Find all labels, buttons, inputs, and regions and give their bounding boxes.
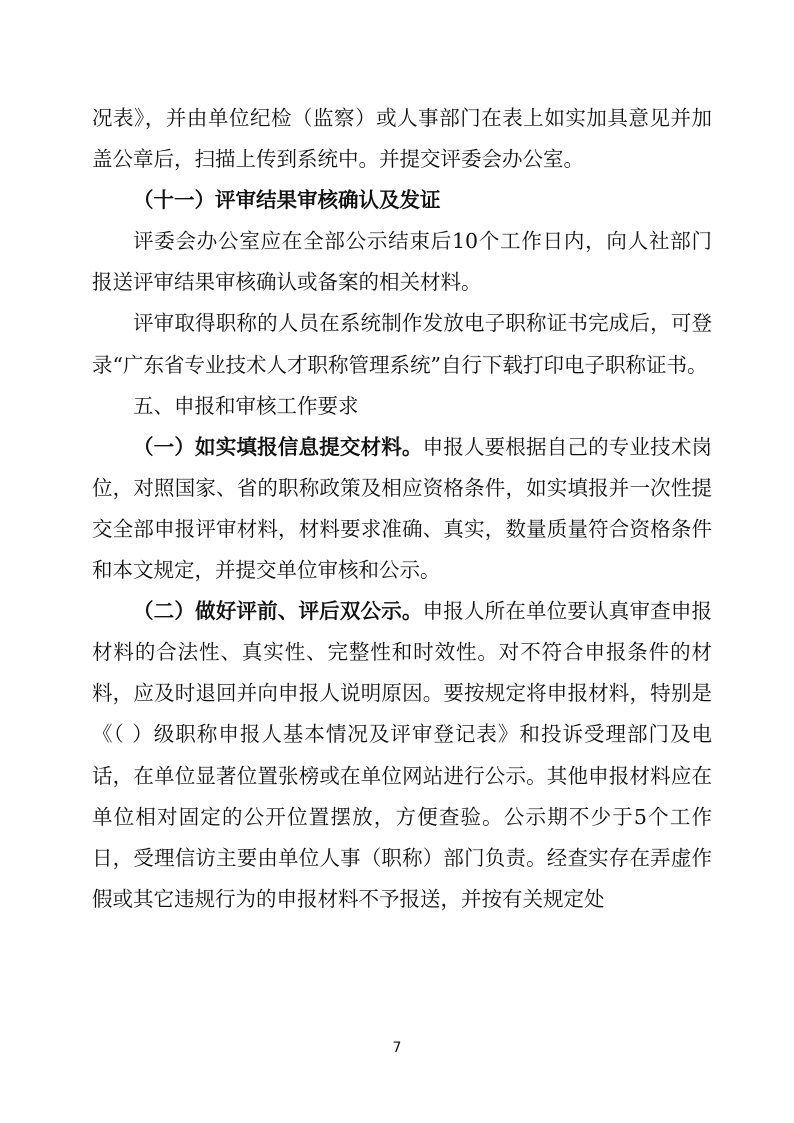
subsection-11-paragraph-1: 评委会办公室应在全部公示结束后10个工作日内，向人社部门报送评审结果审核确认或备案的相关材料。 (92, 229, 712, 295)
item-2-lead: （二）做好评前、评后双公示。 (133, 599, 423, 624)
item-1-body: 申报人要根据自己的专业技术岗位，对照国家、省的职称政策及相应资格条件，如实填报并一次性提交全部申报评审材料，材料要求准确、真实，数量质量符合资格条件和本文规定，并提交单位审核和公示。 (92, 434, 713, 583)
continuation-paragraph: 况表》，并由单位纪检（监察）或人事部门在表上如实加具意见并加盖公章后，扫描上传到系统中。并提交评委会办公室。 (92, 106, 712, 172)
subsection-11-paragraph-2: 评审取得职称的人员在系统制作发放电子职称证书完成后，可登录“广东省专业技术人才职称管理系统”自行下载打印电子职称证书。 (92, 311, 712, 377)
item-1-lead: （一）如实填报信息提交材料。 (133, 434, 423, 459)
section-5-item-1 (92, 427, 712, 591)
item-2-body: 申报人所在单位要认真审查申报材料的合法性、真实性、完整性和时效性。对不符合申报条件的材料，应及时退回并向申报人说明原因。要按规定将申报材料，特别是《（ ）级职称申报人基本情况及评审登记表》和投诉受理部门及电话，在单位显著位置张榜或在单位网站进行公示。其他申报材料应在单位相对固定的公开位置摆放，方便查验。公示期不少于5个工作日，受理信访主要由单位人事（职称）部门负责。经查实存在弄虚作假或其它违规行为的申报材料不予报送，并按有关规定处 (92, 599, 713, 911)
section-5-item-2 (92, 591, 712, 920)
subsection-11-heading: （十一）评审结果审核确认及发证 (133, 188, 441, 213)
page-number: 7 (392, 1040, 402, 1056)
document-body (92, 98, 712, 920)
section-5-heading: 五、申报和审核工作要求 (133, 393, 359, 418)
